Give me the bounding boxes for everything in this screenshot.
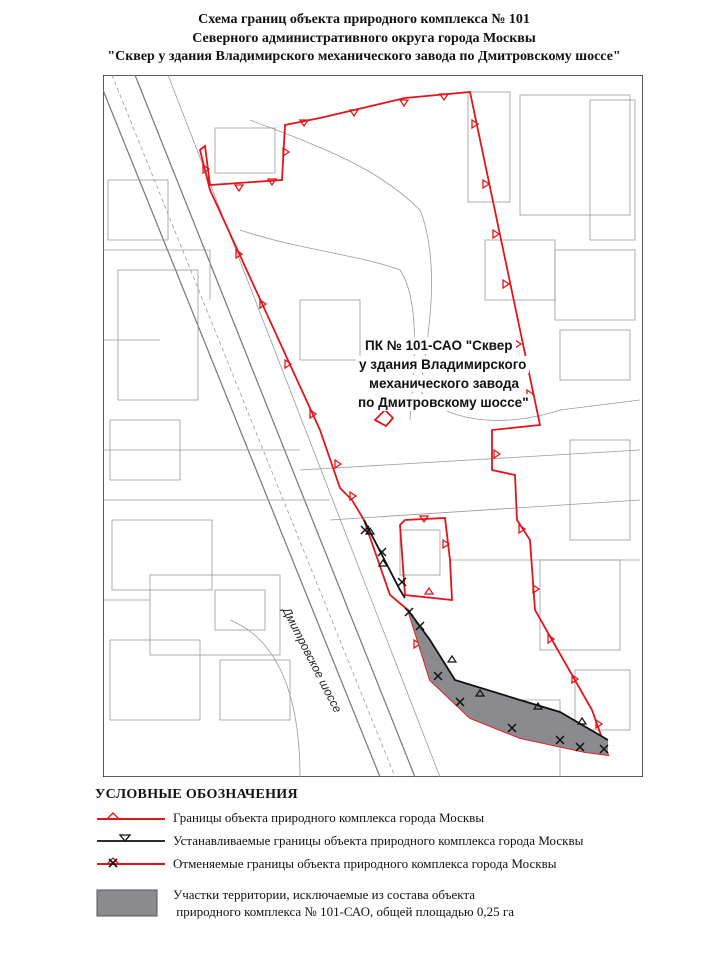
object-label-line-2: у здания Владимирского	[356, 356, 529, 373]
red-boundary-line-icon	[95, 809, 167, 833]
road-label: Дмитровское шоссе	[279, 605, 345, 715]
legend-label-excluded-line-2: природного комплекса № 101-САО, общей площадью 0,25 га	[173, 904, 514, 919]
legend-label-excluded-line-1: Участки территории, исключаемые из состава объекта	[173, 887, 475, 902]
map-title-line-3: "Сквер у здания Владимирского механического завода по Дмитровскому шоссе"	[107, 49, 621, 64]
legend-label-cancelled-boundary: Отменяемые границы объекта природного комплекса города Москвы	[173, 856, 557, 871]
legend-label-boundary: Границы объекта природного комплекса города Москвы	[173, 810, 485, 825]
legend-title: УСЛОВНЫЕ ОБОЗНАЧЕНИЯ	[95, 787, 298, 802]
object-label-line-1: ПК № 101-САО "Сквер	[362, 337, 516, 354]
site-map	[103, 75, 643, 777]
object-label-line-4: по Дмитровскому шоссе"	[355, 394, 532, 411]
black-boundary-line-icon	[95, 832, 167, 856]
map-title-line-2: Северного административного округа города Москвы	[192, 31, 536, 46]
object-label-line-3: механического завода	[366, 375, 522, 392]
excluded-area-swatch	[95, 886, 167, 922]
legend-label-new-boundary: Устанавливаемые границы объекта природного комплекса города Москвы	[173, 833, 584, 848]
cancelled-boundary-line-icon	[95, 855, 167, 879]
map-title-line-1: Схема границ объекта природного комплекса № 101	[198, 12, 530, 27]
